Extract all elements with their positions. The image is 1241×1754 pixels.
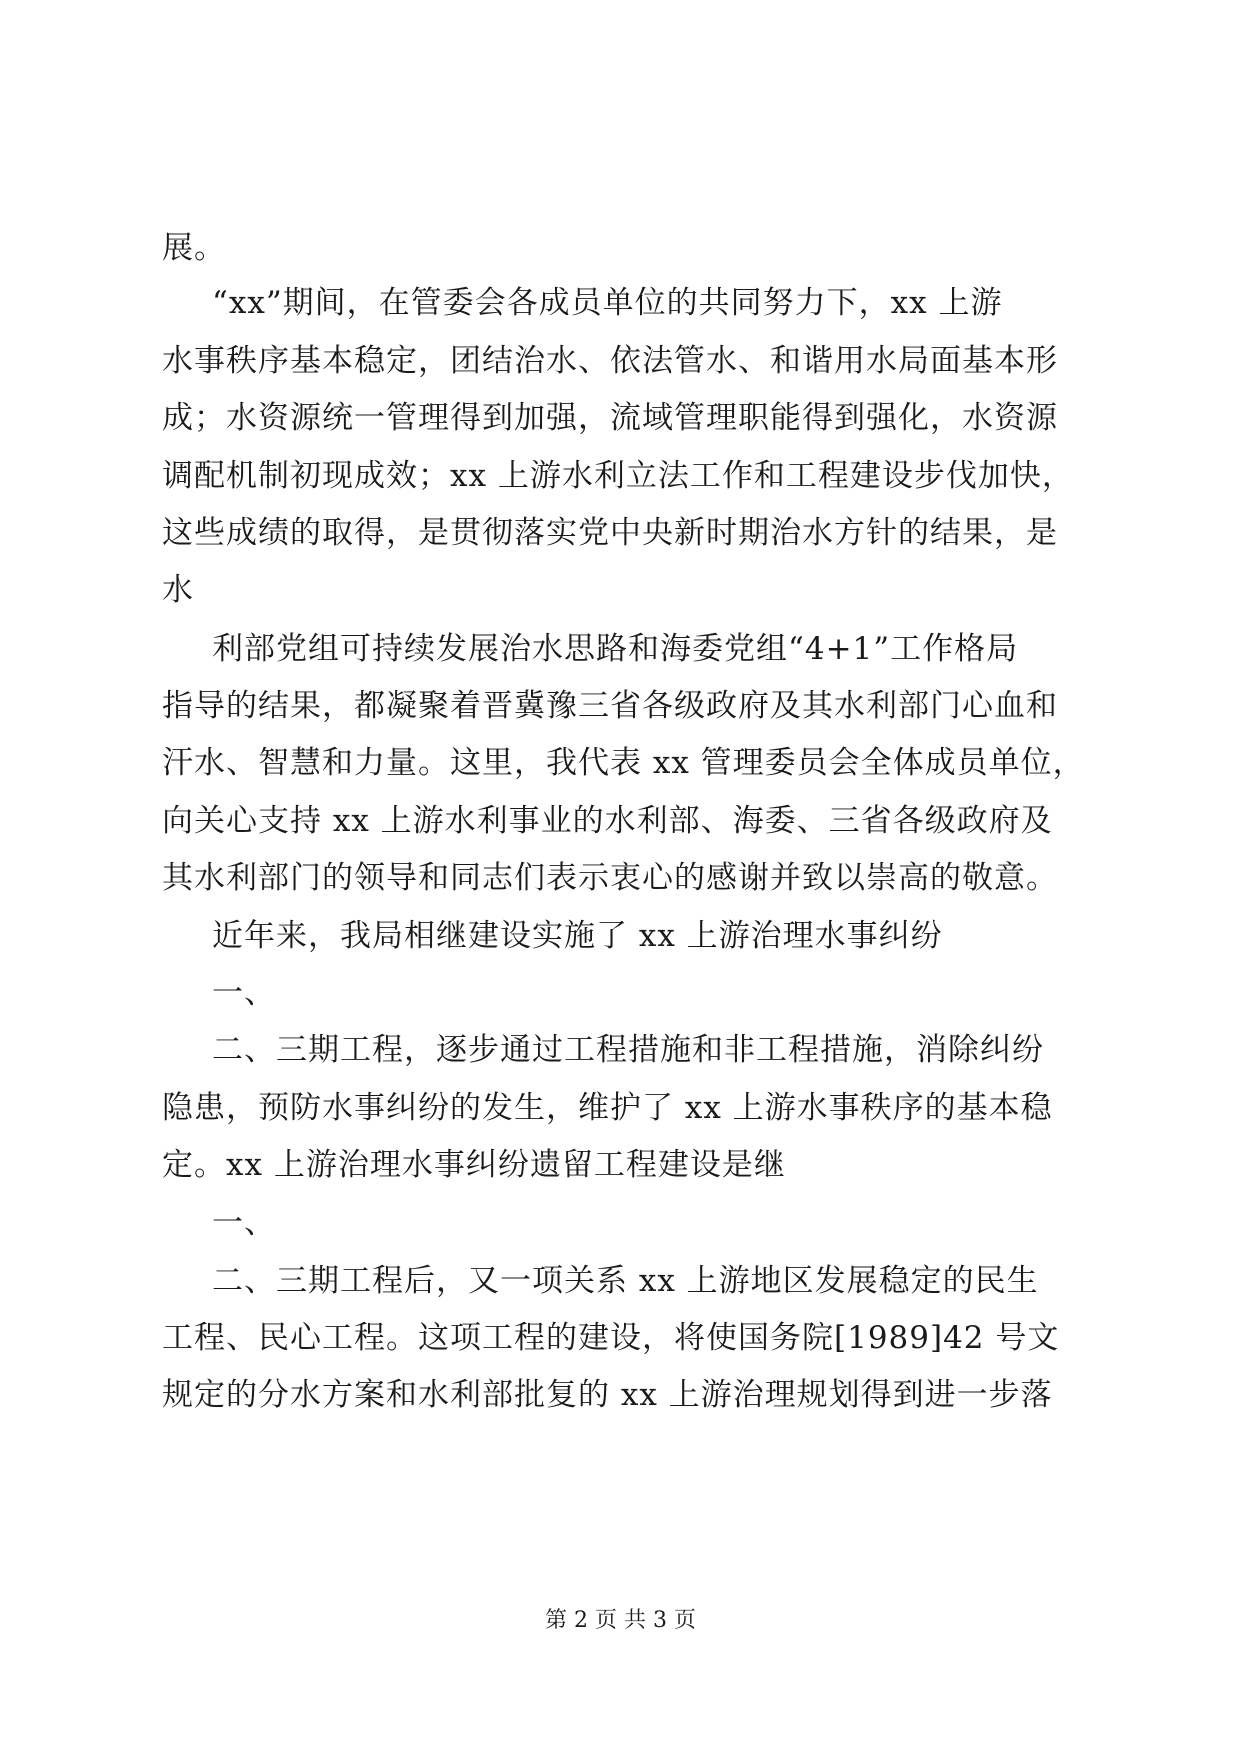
text-line: 隐患，预防水事纠纷的发生，维护了 xx 上游水事秩序的基本稳 bbox=[162, 1090, 1053, 1126]
text-line: 调配机制初现成效；xx 上游水利立法工作和工程建设步伐加快， bbox=[162, 458, 1074, 494]
text-line: 这些成绩的取得，是贯彻落实党中央新时期治水方针的结果，是 bbox=[162, 515, 1058, 551]
text-line: 成；水资源统一管理得到加强，流域管理职能得到强化，水资源 bbox=[162, 400, 1058, 436]
text-line: 水 bbox=[162, 572, 194, 608]
text-line: 水事秩序基本稳定，团结治水、依法管水、和谐用水局面基本形 bbox=[162, 343, 1058, 379]
page-footer: 第 2 页 共 3 页 bbox=[545, 1608, 696, 1633]
text-line: 近年来，我局相继建设实施了 xx 上游治理水事纠纷 bbox=[212, 918, 943, 954]
text-line: 二、三期工程后，又一项关系 xx 上游地区发展稳定的民生 bbox=[212, 1263, 1039, 1299]
text-line: 利部党组可持续发展治水思路和海委党组“4+1”工作格局 bbox=[212, 631, 1019, 667]
text-line: 定。xx 上游治理水事纠纷遗留工程建设是继 bbox=[162, 1147, 786, 1183]
text-line: 其水利部门的领导和同志们表示衷心的感谢并致以崇高的敬意。 bbox=[162, 860, 1058, 896]
text-line: 规定的分水方案和水利部批复的 xx 上游治理规划得到进一步落 bbox=[162, 1377, 1053, 1413]
text-line: 汗水、智慧和力量。这里，我代表 xx 管理委员会全体成员单位， bbox=[162, 745, 1085, 781]
text-line: 展。 bbox=[162, 230, 226, 266]
text-line: 二、三期工程，逐步通过工程措施和非工程措施，消除纠纷 bbox=[212, 1032, 1044, 1068]
text-line: 向关心支持 xx 上游水利事业的水利部、海委、三省各级政府及 bbox=[162, 803, 1053, 839]
text-line: “xx”期间，在管委会各成员单位的共同努力下，xx 上游 bbox=[212, 285, 1003, 321]
text-line: 一、 bbox=[212, 1205, 276, 1241]
text-line: 工程、民心工程。这项工程的建设，将使国务院[1989]42 号文 bbox=[162, 1320, 1060, 1356]
text-line: 指导的结果，都凝聚着晋冀豫三省各级政府及其水利部门心血和 bbox=[162, 688, 1058, 724]
text-line: 一、 bbox=[212, 975, 276, 1011]
